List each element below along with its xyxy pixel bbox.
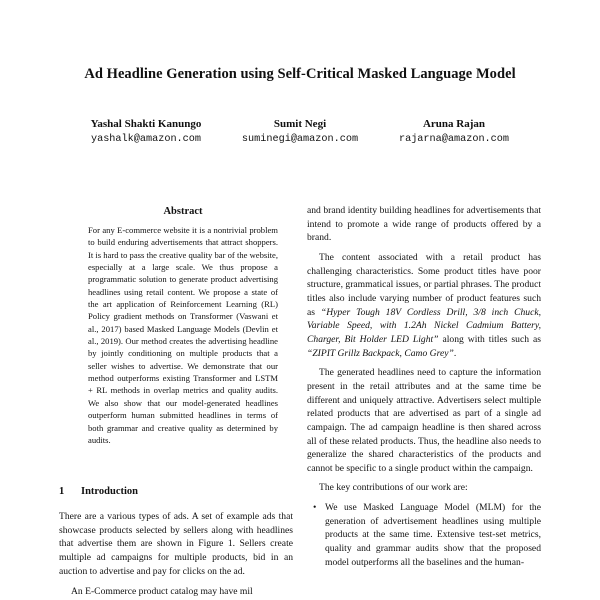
paragraph: There are a various types of ads. A set of example ads that showcase products selected by sellers along with headlines that advertise them are shown in Figure 1. Sellers create multiple ad campaigns for multiple products, bid in an auction to advertise and pay for clicks on the ad.: [59, 511, 293, 577]
text-run: The content associated with a retail product has challenging characteristics. Some product titles have poor structure, grammatical issues, or partial phrases. The product titles also include varying number of product features such as: [307, 251, 541, 318]
author-name: Sumit Negi: [273, 118, 327, 130]
list-item-text: We use Masked Language Model (MLM) for the generation of advertisement headlines using multiple products at the same time. Extensive test-set metrics, quality and grammar audits show that the proposed model outperforms all the baselines and the human-: [325, 502, 541, 568]
right-column: [307, 204, 541, 569]
section-title: Introduction: [81, 486, 138, 497]
section-number: 1: [59, 486, 65, 497]
bullet-icon: •: [313, 502, 317, 514]
author-3: [354, 117, 554, 147]
text-run: along with titles such as: [438, 333, 541, 345]
paragraph: The key contributions of our work are:: [319, 482, 468, 494]
paper-title: Ad Headline Generation using Self-Critical Masked Language Model: [84, 66, 516, 82]
author-name: Aruna Rajan: [422, 118, 486, 130]
paragraph: [307, 251, 541, 360]
author-email: yashalk@amazon.com: [90, 134, 202, 145]
list-item: [307, 501, 541, 569]
abstract-text: For any E-commerce website it is a nontrivial problem to build enduring advertisements that attract shoppers. It is hard to pass the creative quality bar of the website, especially at a large scale. We thus propose a programmatic solution to generate product advertising headlines using retail content. We propose a state of the art application of Reinforcement Learning (RL) Policy gradient methods on Transformer (Vaswani et al., 2017) based Masked Language Models (Devlin et al., 2019). Our method creates the advertising headline by jointly conditioning on multiple products that a seller wishes to advertise. We demonstrate that our method outperforms existing Transformer and LSTM + RL methods in overlap metrics and quality audits. We also show that our model-generated headlines outperform human submitted headlines in terms of both grammar and creative quality as determined by audits.: [88, 225, 278, 445]
author-name: Yashal Shakti Kanungo: [90, 118, 202, 130]
paragraph: The generated headlines need to capture the information present in the retail attributes and at the same time be different and uniquely attractive. Advertisers select multiple related products that are advertised as part of a single ad campaign. The ad campaign headline is then shared across all of these related products. Thus, the headline also needs to generalize the shared characteristics of the products and cannot be specific to a single product within the campaign.: [307, 367, 541, 474]
introduction-body: [59, 510, 293, 598]
example-title-1: “Hyper Tough 18V Cordless Drill, 3/8 inch Chuck, Variable Speed, with 1.2Ah Nickel Cadmium Battery, Charger, Bit Holder LED Light”: [307, 306, 541, 345]
paragraph: An E-Commerce product catalog may have mil: [71, 585, 253, 597]
paragraph: and brand identity building headlines for advertisements that intend to promote a wide range of products offered by a brand.: [307, 205, 541, 244]
contributions-list: [307, 501, 541, 569]
example-title-2: “ZIPIT Grillz Backpack, Camo Grey”: [307, 347, 454, 359]
section-heading-introduction: [59, 486, 138, 497]
abstract-heading: Abstract: [163, 206, 203, 217]
author-email: suminegi@amazon.com: [241, 134, 359, 145]
text-run: .: [453, 347, 457, 359]
author-email: rajarna@amazon.com: [398, 134, 510, 145]
